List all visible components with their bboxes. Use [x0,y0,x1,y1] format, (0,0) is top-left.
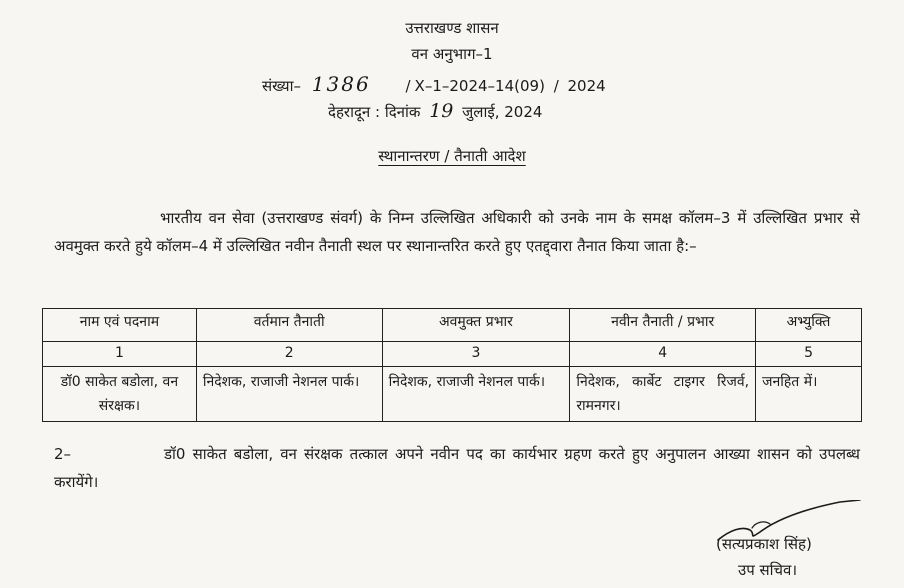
table-header-cell: नाम एवं पदनाम [43,309,197,342]
new-posting-cell: निदेशक, कार्बेट टाइगर रिजर्व, रामनगर। [570,367,756,422]
paragraph-1: भारतीय वन सेवा (उत्तराखण्ड संवर्ग) के निम्न उल्लिखित अधिकारी को उनके नाम के समक्ष कॉलम–3 में उल्लिखित प्रभार से अवमुक्त करते हुये कॉलम–4 में उल्लिखित नवीन तैनाती स्थल पर स्थानान्तरित करते हुए एतद्द्वारा तैनात किया जाता है:– [54,209,860,255]
paragraph-2-number: 2– [54,445,72,463]
remarks-cell: जनहित में। [756,367,862,422]
column-number: 3 [382,342,570,367]
paragraph-2-text: डॉ0 साकेत बडोला, वन संरक्षक तत्काल अपने नवीन पद का कार्यभार ग्रहण करते हुए अनुपालन आख्या शासन को उपलब्ध करायेंगे। [54,445,860,491]
paragraph-2 [54,440,860,496]
reference-year: 2024 [567,77,606,95]
slash-separator: / [548,77,564,95]
government-heading: उत्तराखण्ड शासन [405,19,499,37]
column-number: 5 [756,342,862,367]
column-number: 1 [43,342,197,367]
slash-separator: / [405,77,411,95]
date-month-year: जुलाई, 2024 [462,103,543,121]
table-header-row [43,309,862,342]
column-number: 4 [570,342,756,367]
date-place: देहरादून : दिनांक [328,103,421,121]
table-header-cell: अवमुक्त प्रभार [382,309,570,342]
relieved-charge-cell: निदेशक, राजाजी नेशनल पार्क। [382,367,570,422]
order-title-text: स्थानान्तरण / तैनाती आदेश [378,147,526,165]
officer-name-cell: डॉ0 साकेत बडोला, वन संरक्षक। [43,367,197,422]
signatory-designation: उप सचिव। [738,561,798,579]
table-row [43,367,862,422]
reference-line [262,72,606,96]
date-line [328,100,542,122]
reference-number-handwritten: 1386 [311,72,371,96]
section-heading: वन अनुभाग–1 [411,45,493,63]
table-header-cell: वर्तमान तैनाती [196,309,382,342]
current-posting-cell: निदेशक, राजाजी नेशनल पार्क। [196,367,382,422]
column-number: 2 [196,342,382,367]
table-header-cell: अभ्युक्ति [756,309,862,342]
table-header-cell: नवीन तैनाती / प्रभार [570,309,756,342]
reference-label: संख्या– [262,77,302,95]
reference-code: X–1–2024–14(09) [414,77,545,95]
transfer-table [42,308,862,422]
signatory-name: (सत्यप्रकाश सिंह) [716,535,812,553]
order-title [0,146,904,166]
date-day-handwritten: 19 [429,100,454,122]
table-column-number-row [43,342,862,367]
